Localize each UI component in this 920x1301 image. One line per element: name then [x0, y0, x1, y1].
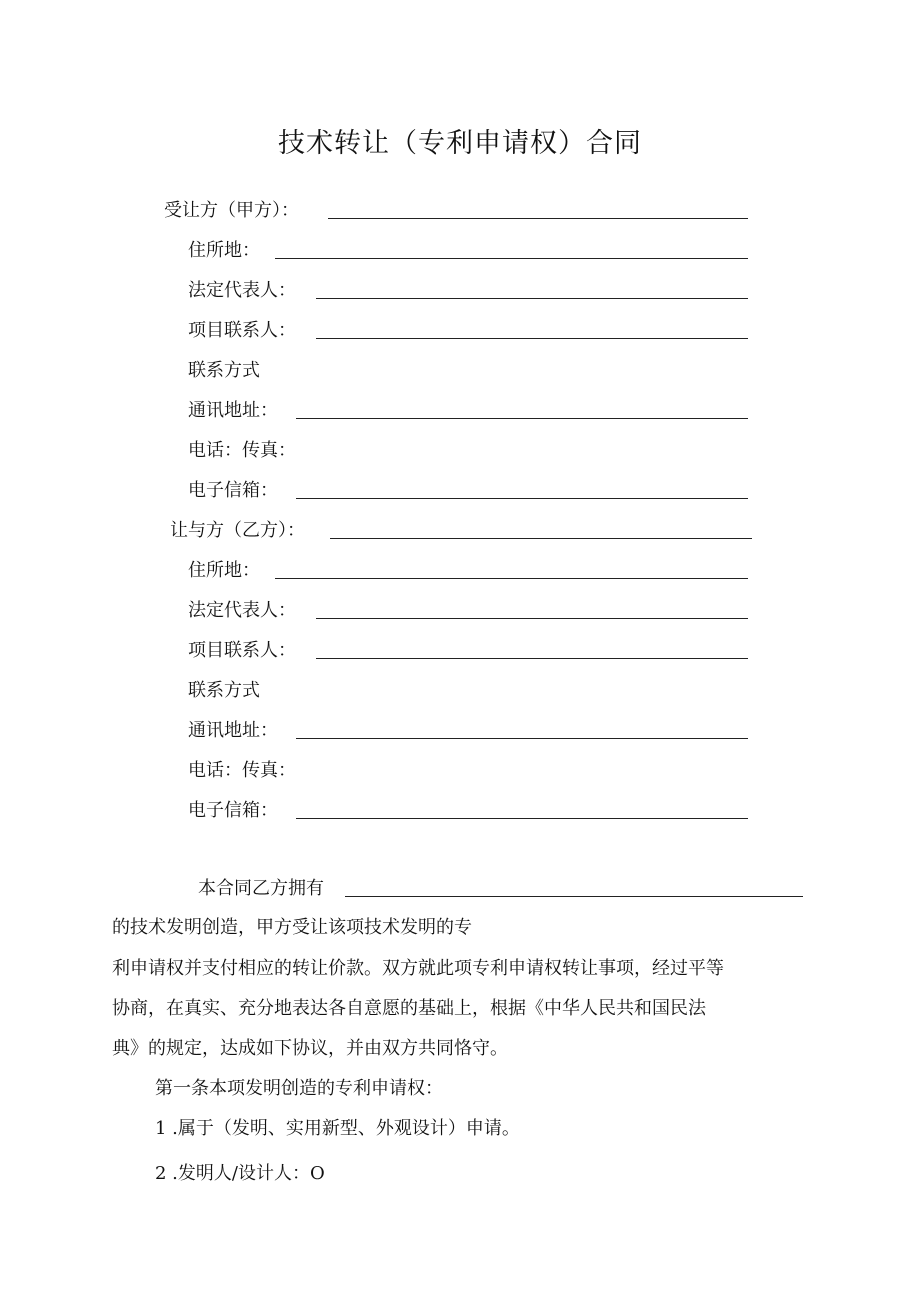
contract-title: 技术转让（专利申请权）合同 [278, 128, 642, 159]
party-b-heading-label: 让与方（乙方）： [170, 520, 305, 541]
party-a-mail-address-field [188, 397, 748, 425]
party-b-phone-fax-field [188, 757, 748, 785]
body-line-3: 协商，在真实、充分地表达各自意愿的基础上，根据《中华人民共和国民法 [112, 998, 706, 1019]
party-b-address-field [188, 557, 748, 585]
party-a-contact-person-field [188, 317, 748, 345]
party-a-contact-method-label: 联系方式 [188, 360, 260, 381]
party-a-address-line[interactable] [275, 258, 748, 259]
party-a-address-label: 住所地： [188, 240, 260, 261]
party-a-legal-rep-label: 法定代表人： [188, 280, 296, 301]
party-a-contact-method-field [188, 357, 748, 385]
party-b-email-label: 电子信箱： [188, 800, 278, 821]
party-b-legal-rep-line[interactable] [316, 618, 748, 619]
party-a-heading-label: 受让方（甲方）： [164, 200, 299, 221]
party-a-legal-rep-field [188, 277, 748, 305]
body-line-2: 利申请权并支付相应的转让价款。双方就此项专利申请权转让事项，经过平等 [112, 958, 724, 979]
party-a-name-line[interactable] [328, 218, 748, 219]
party-b-contact-method-label: 联系方式 [188, 680, 260, 701]
body-line-1: 的技术发明创造，甲方受让该项技术发明的专 [112, 917, 472, 938]
party-a-heading-field [164, 197, 748, 225]
party-a-email-label: 电子信箱： [188, 480, 278, 501]
party-b-mail-address-line[interactable] [296, 738, 748, 739]
party-a-mail-address-line[interactable] [296, 418, 748, 419]
article-1-item-2: 2 .发明人/设计人：O [155, 1163, 325, 1184]
party-a-address-field [188, 237, 748, 265]
body-line-4: 典》的规定，达成如下协议，并由双方共同恪守。 [112, 1038, 508, 1059]
party-a-phone-fax-label: 电话：传真： [188, 440, 296, 461]
party-b-heading-field [170, 517, 754, 545]
intro-text: 本合同乙方拥有 [198, 878, 324, 899]
party-a-phone-fax-field [188, 437, 748, 465]
party-b-contact-person-line[interactable] [316, 658, 748, 659]
party-b-legal-rep-label: 法定代表人： [188, 600, 296, 621]
party-b-email-field [188, 797, 748, 825]
article-1-heading: 第一条本项发明创造的专利申请权： [155, 1078, 443, 1099]
party-b-contact-method-field [188, 677, 748, 705]
party-b-contact-person-field [188, 637, 748, 665]
party-a-email-line[interactable] [296, 498, 748, 499]
party-b-legal-rep-field [188, 597, 748, 625]
article-1-item-1: 1 .属于（发明、实用新型、外观设计）申请。 [155, 1118, 520, 1139]
party-a-mail-address-label: 通讯地址： [188, 400, 278, 421]
party-b-name-line[interactable] [330, 538, 752, 539]
party-a-contact-person-label: 项目联系人： [188, 320, 296, 341]
party-b-contact-person-label: 项目联系人： [188, 640, 296, 661]
party-b-mail-address-label: 通讯地址： [188, 720, 278, 741]
party-a-email-field [188, 477, 748, 505]
party-a-legal-rep-line[interactable] [316, 298, 748, 299]
invention-name-line[interactable] [345, 896, 803, 897]
party-b-mail-address-field [188, 717, 748, 745]
party-b-address-label: 住所地： [188, 560, 260, 581]
party-b-email-line[interactable] [296, 818, 748, 819]
party-a-contact-person-line[interactable] [316, 338, 748, 339]
party-b-address-line[interactable] [275, 578, 748, 579]
party-b-phone-fax-label: 电话：传真： [188, 760, 296, 781]
